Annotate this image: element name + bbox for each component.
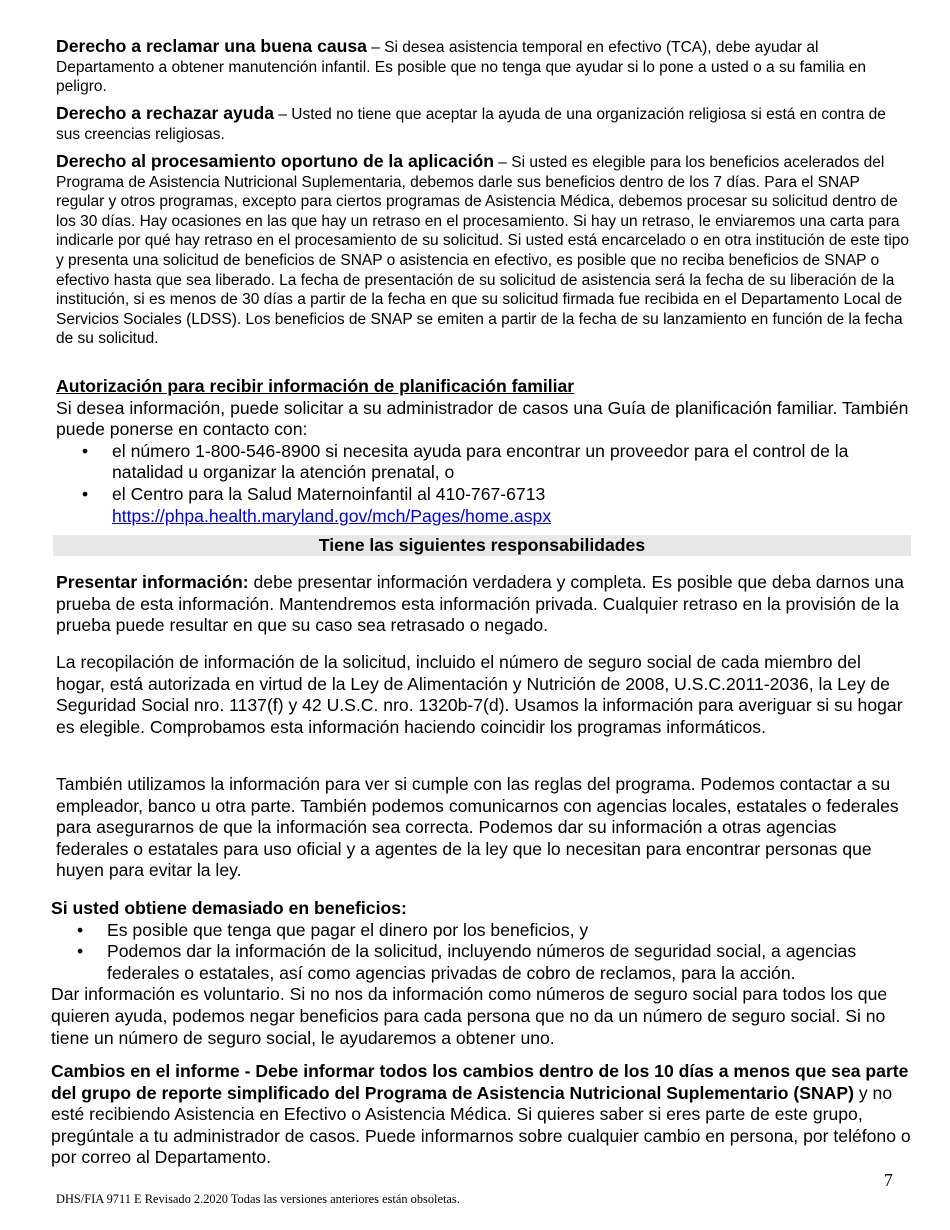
page-number: 7 <box>884 1170 893 1190</box>
right-good-cause <box>56 36 912 97</box>
report-changes-paragraph <box>51 1061 913 1169</box>
family-planning-list <box>56 441 912 527</box>
family-planning-bullet-1: el número 1-800-546-8900 si necesita ayuda para encontrar un proveedor para el control de la natalidad u organizar la atención prenatal, o <box>112 440 849 483</box>
family-planning-intro: Si desea información, puede solicitar a su administrador de casos una Guía de planificación familiar. También puede ponerse en contacto con: <box>56 397 909 440</box>
present-information-title: Presentar información: <box>56 572 249 592</box>
list-item <box>56 484 912 527</box>
family-planning-heading: Autorización para recibir información de planificación familiar <box>56 376 575 396</box>
list-item <box>56 441 912 484</box>
overpayment-bullet-1: Es posible que tenga que pagar el dinero por los beneficios, y <box>107 919 589 940</box>
right-timely-processing-body: – Si usted es elegible para los beneficios acelerados del Programa de Asistencia Nutricional Suplementaria, debemos darle sus beneficios dentro de los 7 días. Para el SNAP regular y otros programas, excepto para ciertos programas de Asistencia Médica, debemos procesar su solicitud dentro de los 30 días. Hay ocasiones en las que hay un retraso en el procesamiento. Si hay un retraso, le enviaremos una carta para indicarle por qué hay retraso en el procesamiento de su solicitud. Si usted está encarcelado o en otra institución de este tipo y presenta una solicitud de beneficios de SNAP o asistencia en efectivo, es posible que no reciba beneficios de SNAP o efectivo hasta que sea liberado. La fecha de presentación de su solicitud de asistencia será la fecha de su liberación de la institución, si es menos de 30 días a partir de la fecha en que su solicitud firmada fue recibida en el Departamento Local de Servicios Sociales (LDSS). Los beneficios de SNAP se emiten a partir de la fecha de su lanzamiento en función de la fecha de su solicitud. <box>56 154 910 348</box>
family-planning-section <box>56 376 912 527</box>
information-use-paragraph: También utilizamos la información para ver si cumple con las reglas del programa. Podemos contactar a su empleador, banco u otra parte. También podemos comunicarnos con agencias locales, estatales o federales para asegurarnos de que la información sea correcta. Podemos dar su información a otras agencias federales o estatales para uso oficial y a agentes de la ley que lo necesitan para encontrar personas que huyen para evitar la ley. <box>56 774 899 881</box>
report-changes-title: Cambios en el informe - Debe informar todos los cambios dentro de los 10 días a menos que sea parte del grupo de reporte simplificado del Programa de Asistencia Nutricional Suplementario (SNAP) <box>51 1061 909 1103</box>
maternal-health-link[interactable]: https://phpa.health.maryland.gov/mch/Pages/home.aspx <box>112 505 552 526</box>
list-item <box>51 941 913 984</box>
voluntary-information-paragraph: Dar información es voluntario. Si no nos da información como números de seguro social para todos los que quieren ayuda, podemos negar beneficios para cada persona que no da un número de seguro social. Si no tiene un número de seguro social, le ayudaremos a obtener uno. <box>51 984 888 1048</box>
overpayment-section <box>51 898 913 1049</box>
right-timely-processing <box>56 151 912 349</box>
overpayment-heading: Si usted obtiene demasiado en beneficios: <box>51 898 407 918</box>
overpayment-list <box>51 920 913 985</box>
right-refuse-help <box>56 103 912 144</box>
overpayment-bullet-2: Podemos dar la información de la solicitud, incluyendo números de seguridad social, a agencias federales o estatales, así como agencias privadas de cobro de reclamos, para la acción. <box>107 941 857 983</box>
collection-authorization-paragraph: La recopilación de información de la solicitud, incluido el número de seguro social de cada miembro del hogar, está autorizada en virtud de la Ley de Alimentación y Nutrición de 2008, U.S.C.2011-2036, la Ley de Seguridad Social nro. 1137(f) y 42 U.S.C. nro. 1320b-7(d). Usamos la información para averiguar si su hogar es elegible. Comprobamos esta información haciendo coincidir los programas informáticos. <box>56 652 903 737</box>
form-footer: DHS/FIA 9711 E Revisado 2.2020 Todas las versiones anteriores están obsoletas. <box>56 1192 460 1206</box>
responsibilities-section-title: Tiene las siguientes responsabilidades <box>53 535 911 556</box>
present-information-paragraph <box>56 572 912 637</box>
report-changes-body: y no esté recibiendo Asistencia en Efectivo o Asistencia Médica. Si quieres saber si eres parte de este grupo, pregúntale a tu administrador de casos. Puede informarnos sobre cualquier cambio en persona, por teléfono o por correo al Departamento. <box>51 1082 911 1168</box>
right-good-cause-body: – Si desea asistencia temporal en efectivo (TCA), debe ayudar al Departamento a obtener manutención infantil. Es posible que no tenga que ayudar si lo pone a usted o a su familia en peligro. <box>56 39 866 96</box>
right-timely-processing-title: Derecho al procesamiento oportuno de la aplicación <box>56 151 494 171</box>
right-refuse-help-title: Derecho a rechazar ayuda <box>56 103 275 123</box>
right-good-cause-title: Derecho a reclamar una buena causa <box>56 36 367 56</box>
right-refuse-help-body: – Usted no tiene que aceptar la ayuda de una organización religiosa si está en contra de sus creencias religiosas. <box>56 106 886 143</box>
present-information-body: debe presentar información verdadera y completa. Es posible que deba darnos una prueba de esta información. Mantendremos esta información privada. Cualquier retraso en la provisión de la prueba puede resultar en que su caso sea retrasado o negado. <box>56 572 904 636</box>
list-item <box>51 920 913 942</box>
family-planning-bullet-2: el Centro para la Salud Maternoinfantil al 410-767-6713 <box>112 483 546 504</box>
